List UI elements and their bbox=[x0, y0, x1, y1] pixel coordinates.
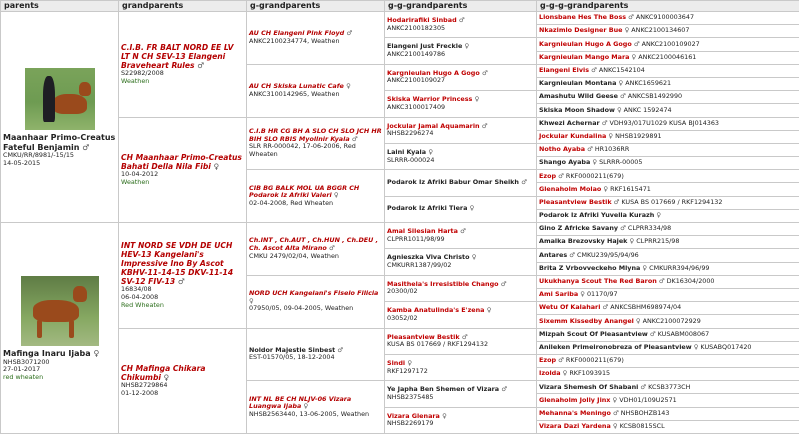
sex-symbol: ♀ bbox=[612, 395, 618, 404]
g-g-g-grandparent-reg: RKF1615471 bbox=[610, 184, 651, 193]
g-g-g-grandparent-name: Antares bbox=[539, 250, 568, 259]
g-grandparent-cell[interactable] bbox=[247, 381, 385, 434]
g-g-g-grandparent-cell[interactable] bbox=[537, 288, 799, 301]
g-g-g-grandparent-cell[interactable] bbox=[537, 275, 799, 288]
g-g-g-grandparent-name: Sixemm Kissedby Anangel bbox=[539, 316, 634, 325]
sex-symbol: ♂ bbox=[458, 16, 465, 24]
g-g-g-grandparent-cell[interactable] bbox=[537, 223, 799, 236]
sex-symbol: ♂ bbox=[460, 227, 466, 235]
grandparent-reg: NHSB2729864 bbox=[121, 381, 168, 390]
g-g-g-grandparent-name: Kargnieulan Montana bbox=[539, 79, 617, 88]
g-g-g-grandparent-reg: CMKU239/95/94/96 bbox=[576, 250, 639, 259]
sex-symbol: ♀ bbox=[249, 296, 254, 305]
g-grandparent-reg: 07950/05, 09-04-2005, Weathen bbox=[249, 304, 354, 313]
g-g-g-grandparent-cell[interactable] bbox=[537, 236, 799, 249]
sex-symbol: ♀ bbox=[608, 131, 614, 140]
sex-symbol: ♂ bbox=[649, 329, 656, 338]
g-grandparent-reg: 02-04-2008, Red Wheaten bbox=[249, 198, 334, 207]
g-g-g-grandparent-name: Jockular Kundalina bbox=[539, 131, 607, 140]
g-g-grandparent-name: Podarok Iz Afriki Babur Omar Sheikh bbox=[387, 178, 519, 187]
g-g-grandparent-cell[interactable] bbox=[385, 328, 537, 354]
grandparent-name: INT NORD SE VDH DE UCH HEV-13 Kangelani's Impressive Ino By Ascot KBHV-11-14-15 DKV-11-14 SV-12 FIV-13 bbox=[121, 240, 234, 287]
g-g-g-grandparent-reg: ANKC2100046161 bbox=[638, 52, 697, 61]
header-parents: parents bbox=[1, 1, 119, 12]
g-g-grandparent-reg: RKF1297172 bbox=[387, 366, 428, 375]
g-g-g-grandparent-cell[interactable] bbox=[537, 209, 799, 222]
g-g-grandparent-cell[interactable] bbox=[385, 38, 537, 64]
g-g-g-grandparent-cell[interactable] bbox=[537, 130, 799, 143]
g-g-grandparent-reg: KUSA BS 017669 / RKF1294132 bbox=[387, 340, 489, 349]
g-g-grandparent-reg: NHSB2375485 bbox=[387, 392, 434, 401]
parent-reg: NHSB3071200 bbox=[3, 357, 50, 366]
sex-symbol: ♀ bbox=[629, 237, 635, 246]
sex-symbol: ♂ bbox=[177, 277, 185, 287]
sex-symbol: ♀ bbox=[656, 211, 662, 220]
sex-symbol: ♀ bbox=[635, 316, 641, 325]
sex-symbol: ♂ bbox=[613, 197, 620, 206]
g-g-grandparent-name: Elangeni Just Freckle bbox=[387, 42, 463, 51]
dog-photo[interactable] bbox=[21, 276, 99, 346]
g-g-g-grandparent-name: Gino Z Africke Savany bbox=[539, 224, 619, 233]
g-g-grandparent-cell[interactable] bbox=[385, 12, 537, 38]
g-g-grandparent-cell[interactable] bbox=[385, 249, 537, 275]
g-g-grandparent-reg: ANKC2100109027 bbox=[387, 76, 446, 85]
g-g-g-grandparent-reg: CLPRR215/98 bbox=[636, 237, 680, 246]
table-row bbox=[1, 12, 799, 25]
g-grandparent-reg: NHSB2563440, 13-06-2005, Weathen bbox=[249, 409, 370, 418]
g-g-g-grandparent-cell[interactable] bbox=[537, 262, 799, 275]
table-row bbox=[1, 117, 799, 130]
g-g-grandparent-name: Masithela's Irresistible Chango bbox=[387, 279, 499, 288]
g-g-g-grandparent-name: Pleasantview Bestik bbox=[539, 197, 612, 206]
parent-dob: 14-05-2015 bbox=[3, 159, 41, 168]
g-g-grandparent-reg: 03052/02 bbox=[387, 313, 418, 322]
grandparent-name: CH Maanhaar Primo-Creatus Bahati Della Nila Fibi bbox=[121, 152, 242, 172]
g-g-g-grandparent-reg: ANKC 1592474 bbox=[623, 105, 672, 114]
sex-symbol: ♂ bbox=[82, 142, 90, 152]
sex-symbol: ♂ bbox=[346, 29, 353, 38]
g-g-g-grandparent-reg: 01170/97 bbox=[586, 290, 618, 299]
sex-symbol: ♂ bbox=[640, 382, 647, 391]
table-row bbox=[1, 223, 799, 236]
g-g-grandparent-cell[interactable] bbox=[385, 381, 537, 407]
g-g-grandparent-cell[interactable] bbox=[385, 196, 537, 222]
header-g-grandparents: g-grandparents bbox=[247, 1, 385, 12]
grandparent-cell[interactable] bbox=[119, 328, 247, 434]
g-g-g-grandparent-reg: RKF1093915 bbox=[569, 369, 611, 378]
g-g-grandparent-reg: CMKURR1387/99/02 bbox=[387, 261, 452, 270]
g-g-grandparent-reg: SLRRR-000024 bbox=[387, 155, 435, 164]
g-g-grandparent-cell[interactable] bbox=[385, 64, 537, 90]
g-g-g-grandparent-cell[interactable] bbox=[537, 420, 799, 433]
g-g-g-grandparent-cell[interactable] bbox=[537, 354, 799, 367]
g-g-grandparent-name: Podarok Iz Afriki Tiera bbox=[387, 204, 468, 213]
sex-symbol: ♂ bbox=[569, 250, 575, 259]
g-g-g-grandparent-reg: CLPRR334/98 bbox=[627, 224, 672, 233]
grandparent-name: CH Mafinga Chikara Chikumbi bbox=[121, 363, 206, 383]
g-g-g-grandparent-reg: ANKCSBHM698974/04 bbox=[610, 303, 682, 312]
g-g-g-grandparent-name: Vizara Shemesh Of Shabani bbox=[539, 382, 639, 391]
g-g-g-grandparent-cell[interactable] bbox=[537, 407, 799, 420]
g-grandparent-reg: ANKC3100142965, Weathen bbox=[249, 89, 340, 98]
sex-symbol: ♂ bbox=[633, 39, 640, 48]
g-g-g-grandparent-name: Nkazimlo Designer Bue bbox=[539, 26, 623, 35]
g-g-g-grandparent-name: Podarok Iz Afriki Yuvella Kurazh bbox=[539, 211, 655, 220]
g-g-grandparent-cell[interactable] bbox=[385, 170, 537, 196]
parent-cell[interactable] bbox=[1, 12, 119, 223]
g-g-grandparent-name: Skiska Warrior Princess bbox=[387, 95, 473, 104]
g-g-g-grandparent-reg: HR1036RR bbox=[594, 145, 630, 154]
g-g-g-grandparent-name: Kargnieulan Hugo A Gogo bbox=[539, 39, 632, 48]
parent-cell[interactable] bbox=[1, 223, 119, 434]
sex-symbol: ♀ bbox=[333, 191, 339, 200]
g-g-g-grandparent-name: Vizara Dazi Yardena bbox=[539, 422, 611, 431]
g-g-grandparent-name: Kargnieulan Hugo A Gogo bbox=[387, 68, 480, 77]
g-g-g-grandparent-cell[interactable] bbox=[537, 25, 799, 38]
g-g-g-grandparent-name: Skiska Moon Shadow bbox=[539, 105, 615, 114]
g-g-g-grandparent-name: Wetu Of Kalahari bbox=[539, 303, 601, 312]
g-g-grandparent-cell[interactable] bbox=[385, 91, 537, 117]
g-g-grandparent-reg: NHSB2296274 bbox=[387, 129, 434, 138]
g-grandparent-reg: EST-01570/05, 18-12-2004 bbox=[249, 353, 335, 362]
g-g-g-grandparent-name: Ami Sariba bbox=[539, 290, 579, 299]
sex-symbol: ♂ bbox=[620, 224, 626, 233]
g-g-g-grandparent-reg: NHSB1929891 bbox=[615, 131, 662, 140]
g-g-g-grandparent-reg: NHSBOHZB143 bbox=[620, 408, 670, 417]
g-g-grandparent-reg: ANKC2100182305 bbox=[387, 23, 446, 32]
g-g-grandparent-name: Jockular Jamal Aquamarin bbox=[387, 121, 480, 130]
g-g-grandparent-name: Kamba Anatulinda's E'zena bbox=[387, 306, 485, 315]
sex-symbol: ♀ bbox=[562, 369, 568, 378]
sex-symbol: ♀ bbox=[428, 147, 433, 156]
g-g-g-grandparent-name: Glenaholm Molao bbox=[539, 184, 602, 193]
g-g-g-grandparent-name: Mizpah Scout Of Pleasantview bbox=[539, 329, 648, 338]
sex-symbol: ♀ bbox=[642, 263, 648, 272]
g-grandparent-cell[interactable] bbox=[247, 117, 385, 170]
g-g-g-grandparent-cell[interactable] bbox=[537, 302, 799, 315]
dog-photo[interactable] bbox=[25, 68, 95, 130]
grandparent-reg: 16834/08 bbox=[121, 285, 152, 294]
g-g-grandparent-name: Ye Japha Ben Shemen of Vizara bbox=[387, 385, 500, 394]
g-g-g-grandparent-reg: ANKCSB1492990 bbox=[627, 92, 683, 101]
g-grandparent-cell[interactable] bbox=[247, 170, 385, 223]
g-grandparent-reg: CMKU 2479/02/04, Weathen bbox=[249, 251, 339, 260]
g-g-g-grandparent-reg: ANKC2100109027 bbox=[641, 39, 700, 48]
sex-symbol: ♂ bbox=[351, 134, 358, 143]
sex-symbol: ♀ bbox=[471, 253, 477, 262]
g-g-g-grandparent-reg: ANKC1659621 bbox=[625, 79, 672, 88]
grandparent-dob: 01-12-2008 bbox=[121, 388, 159, 397]
g-g-grandparent-reg: ANKC3100017409 bbox=[387, 102, 446, 111]
g-g-grandparent-name: Sindi bbox=[387, 358, 406, 367]
g-g-g-grandparent-reg: ANKC1542104 bbox=[598, 66, 645, 74]
sex-symbol: ♂ bbox=[619, 92, 626, 101]
sex-symbol: ♂ bbox=[587, 145, 593, 154]
sex-symbol: ♀ bbox=[592, 158, 598, 167]
g-g-grandparent-name: Laini Kyala bbox=[387, 147, 427, 156]
g-grandparent-name: CIB BG BALK MOL UA BGGR CH Podarok Iz Afriki Valeri bbox=[249, 183, 360, 200]
g-g-g-grandparent-cell[interactable] bbox=[537, 315, 799, 328]
g-g-g-grandparent-reg: RKF0000211(679) bbox=[565, 356, 624, 365]
g-g-g-grandparent-name: Anileken Primeironobreza of Pleasantview bbox=[539, 342, 692, 351]
sex-symbol: ♀ bbox=[612, 422, 618, 431]
sex-symbol: ♂ bbox=[482, 68, 488, 77]
grandparent-color: Weathen bbox=[121, 177, 150, 186]
sex-symbol: ♂ bbox=[329, 244, 335, 253]
g-g-g-grandparent-name: Shango Ayaba bbox=[539, 158, 591, 167]
g-g-g-grandparent-reg: KUSABM008067 bbox=[657, 329, 710, 338]
parent-color: red wheaten bbox=[3, 373, 44, 382]
g-g-g-grandparent-reg: KCSB0815SCL bbox=[619, 422, 665, 431]
g-g-g-grandparent-name: Brita Z Vrbovveckeho Mlyna bbox=[539, 263, 641, 272]
sex-symbol: ♂ bbox=[628, 13, 634, 22]
g-g-grandparent-name: Pleasantview Bestik bbox=[387, 332, 460, 341]
g-grandparent-name: Ch.INT , Ch.AUT , Ch.HUN , Ch.DEU , Ch. Ascot Alta Mirano bbox=[249, 236, 378, 253]
g-g-g-grandparent-reg: ANKC2100072929 bbox=[642, 316, 701, 325]
grandparent-reg: S22982/2008 bbox=[121, 69, 164, 78]
sex-symbol: ♀ bbox=[407, 358, 413, 367]
g-g-g-grandparent-cell[interactable] bbox=[537, 38, 799, 51]
g-grandparent-reg: SLR RR-000042, 17-06-2006, Red Wheaten bbox=[249, 142, 356, 159]
sex-symbol: ♂ bbox=[601, 118, 608, 127]
sex-symbol: ♂ bbox=[558, 171, 564, 180]
g-g-grandparent-name: Agnieszka Viva Christo bbox=[387, 253, 470, 262]
g-g-grandparent-reg: 20300/02 bbox=[387, 287, 418, 296]
g-g-g-grandparent-cell[interactable] bbox=[537, 381, 799, 394]
g-g-g-grandparent-cell[interactable] bbox=[537, 341, 799, 354]
sex-symbol: ♀ bbox=[624, 26, 630, 35]
sex-symbol: ♂ bbox=[521, 178, 527, 187]
g-grandparent-name: INT NL BE CH NLJV-06 Vizara Luangwa Ijaba bbox=[249, 394, 352, 411]
sex-symbol: ♀ bbox=[631, 52, 637, 61]
g-g-g-grandparent-name: Kargnieulan Mango Mara bbox=[539, 52, 630, 61]
g-g-grandparent-reg: CLPRR1011/98/99 bbox=[387, 234, 445, 243]
g-g-g-grandparent-cell[interactable] bbox=[537, 196, 799, 209]
sex-symbol: ♂ bbox=[612, 408, 619, 417]
header-g-g-grandparents: g-g-grandparents bbox=[385, 1, 537, 12]
g-g-g-grandparent-cell[interactable] bbox=[537, 104, 799, 117]
sex-symbol: ♂ bbox=[558, 356, 564, 365]
grandparent-cell[interactable] bbox=[119, 12, 247, 118]
sex-symbol: ♀ bbox=[693, 342, 699, 351]
sex-symbol: ♀ bbox=[474, 95, 480, 104]
g-g-g-grandparent-cell[interactable] bbox=[537, 117, 799, 130]
g-g-g-grandparent-cell[interactable] bbox=[537, 394, 799, 407]
g-g-g-grandparent-name: Mehanna's Meningo bbox=[539, 408, 611, 417]
sex-symbol: ♂ bbox=[500, 279, 507, 288]
g-g-g-grandparent-reg: KCSB3773CH bbox=[648, 382, 691, 391]
sex-symbol: ♀ bbox=[442, 411, 447, 420]
sex-symbol: ♀ bbox=[303, 402, 309, 411]
g-g-g-grandparent-reg: CMKURR394/96/99 bbox=[649, 263, 710, 272]
sex-symbol: ♀ bbox=[93, 349, 100, 359]
g-g-g-grandparent-reg: DK16304/2000 bbox=[666, 277, 715, 285]
g-grandparent-cell[interactable] bbox=[247, 275, 385, 328]
header-g-g-g-grandparents: g-g-g-grandparents bbox=[537, 1, 799, 12]
table-row bbox=[1, 328, 799, 341]
g-g-g-grandparent-reg: VDH93/017U1029 KUSA BJ014363 bbox=[609, 118, 719, 127]
g-g-g-grandparent-reg: KUSABQ017420 bbox=[700, 342, 752, 351]
g-g-grandparent-cell[interactable] bbox=[385, 223, 537, 249]
grandparent-cell[interactable] bbox=[119, 117, 247, 223]
g-grandparent-name: AU CH Elangeni Pink Floyd bbox=[249, 29, 345, 38]
g-g-g-grandparent-cell[interactable] bbox=[537, 51, 799, 64]
g-g-grandparent-name: Vizara Glenara bbox=[387, 411, 440, 420]
sex-symbol: ♂ bbox=[481, 121, 488, 130]
sex-symbol: ♂ bbox=[501, 385, 508, 394]
g-grandparent-reg: ANKC2100234774, Weathen bbox=[249, 36, 340, 45]
g-g-g-grandparent-name: Ezop bbox=[539, 171, 557, 180]
header-row bbox=[1, 1, 799, 12]
g-grandparent-name: NORD UCH Kangelani's Fiselo Filicia bbox=[249, 289, 379, 298]
sex-symbol: ♀ bbox=[346, 81, 351, 90]
grandparent-reg: 10-04-2012 bbox=[121, 170, 159, 179]
g-g-g-grandparent-cell[interactable] bbox=[537, 12, 799, 25]
g-g-g-grandparent-reg: RKF0000211(679) bbox=[565, 171, 624, 180]
g-g-g-grandparent-cell[interactable] bbox=[537, 368, 799, 381]
g-grandparent-name: Noldor Majestie Sinbest bbox=[249, 345, 336, 354]
g-grandparent-cell[interactable] bbox=[247, 328, 385, 381]
grandparent-dob: 06-04-2008 bbox=[121, 293, 159, 302]
g-g-g-grandparent-name: Elangeni Elvis bbox=[539, 66, 590, 74]
g-g-g-grandparent-name: Lionsbane Hes The Boss bbox=[539, 13, 627, 22]
g-g-grandparent-cell[interactable] bbox=[385, 275, 537, 301]
sex-symbol: ♂ bbox=[337, 345, 344, 354]
g-g-grandparent-cell[interactable] bbox=[385, 302, 537, 328]
grandparent-name: C.I.B. FR BALT NORD EE LV LT N CH SEV-13 Elangeni Braveheart Rules bbox=[121, 42, 234, 71]
g-g-grandparent-reg: NHSB2269179 bbox=[387, 419, 434, 428]
g-g-g-grandparent-name: Ukukhanya Scout The Red Baron bbox=[539, 277, 657, 285]
g-g-g-grandparent-reg: VDH01/109U2571 bbox=[619, 395, 677, 404]
g-g-grandparent-reg: ANKC2100149786 bbox=[387, 50, 446, 59]
g-g-grandparent-cell[interactable] bbox=[385, 143, 537, 169]
g-grandparent-cell[interactable] bbox=[247, 223, 385, 276]
sex-symbol: ♀ bbox=[469, 204, 475, 213]
g-g-g-grandparent-name: Amalka Brezovsky Hajek bbox=[539, 237, 628, 246]
g-g-g-grandparent-name: Glenaholm Jolly Jinx bbox=[539, 395, 611, 404]
g-g-g-grandparent-cell[interactable] bbox=[537, 77, 799, 90]
g-g-grandparent-name: Amal Silesian Harta bbox=[387, 227, 458, 235]
sex-symbol: ♂ bbox=[197, 61, 205, 71]
sex-symbol: ♂ bbox=[602, 303, 609, 312]
sex-symbol: ♂ bbox=[591, 66, 597, 74]
parent-dob: 27-01-2017 bbox=[3, 365, 41, 374]
sex-symbol: ♀ bbox=[603, 184, 609, 193]
g-g-g-grandparent-cell[interactable] bbox=[537, 143, 799, 156]
g-g-g-grandparent-cell[interactable] bbox=[537, 249, 799, 262]
g-g-grandparent-cell[interactable] bbox=[385, 117, 537, 143]
sex-symbol: ♀ bbox=[486, 306, 492, 315]
header-grandparents: grandparents bbox=[119, 1, 247, 12]
grandparent-color: Weathen bbox=[121, 76, 150, 85]
parent-name: Maanhaar Primo-Creatus Fateful Benjamin bbox=[3, 133, 116, 152]
g-g-g-grandparent-name: Ezop bbox=[539, 356, 557, 365]
g-g-g-grandparent-cell[interactable] bbox=[537, 157, 799, 170]
g-g-g-grandparent-reg: ANKC9100003647 bbox=[635, 13, 695, 22]
grandparent-color: Red Wheaten bbox=[121, 300, 164, 309]
g-grandparent-cell[interactable] bbox=[247, 12, 385, 65]
g-g-grandparent-cell[interactable] bbox=[385, 407, 537, 433]
g-g-g-grandparent-cell[interactable] bbox=[537, 64, 799, 77]
g-g-g-grandparent-reg: ANKC2100134607 bbox=[631, 26, 690, 35]
sex-symbol: ♂ bbox=[461, 332, 468, 341]
g-g-grandparent-name: Hodarirafiki Sinbad bbox=[387, 16, 457, 24]
g-g-g-grandparent-cell[interactable] bbox=[537, 328, 799, 341]
g-grandparent-cell[interactable] bbox=[247, 64, 385, 117]
g-g-g-grandparent-name: Amashutu Wild Geese bbox=[539, 92, 618, 101]
g-grandparent-name: AU CH Skiska Lunatic Cafe bbox=[249, 81, 344, 90]
parent-reg: CMKU/RR/8981/-15/15 bbox=[3, 151, 74, 160]
sex-symbol: ♀ bbox=[163, 373, 170, 383]
g-g-g-grandparent-cell[interactable] bbox=[537, 183, 799, 196]
sex-symbol: ♀ bbox=[618, 79, 624, 88]
g-grandparent-name: C.I.B HR CG BH A SLO CH SLO JCH HR BIH SLO RBIS Myollnir Kyala bbox=[249, 127, 382, 143]
g-g-g-grandparent-reg: KUSA BS 017669 / RKF1294132 bbox=[621, 197, 723, 206]
sex-symbol: ♀ bbox=[213, 162, 220, 172]
g-g-grandparent-cell[interactable] bbox=[385, 354, 537, 380]
g-g-g-grandparent-name: Izolda bbox=[539, 369, 561, 378]
sex-symbol: ♂ bbox=[658, 277, 665, 285]
g-g-g-grandparent-cell[interactable] bbox=[537, 170, 799, 183]
parent-name: Mafinga Inaru Ijaba bbox=[3, 349, 91, 359]
sex-symbol: ♀ bbox=[464, 42, 470, 51]
g-g-g-grandparent-name: Notho Ayaba bbox=[539, 145, 586, 154]
g-g-g-grandparent-reg: SLRRR-00005 bbox=[599, 158, 643, 167]
sex-symbol: ♀ bbox=[616, 105, 622, 114]
g-g-g-grandparent-name: Khwezi Achernar bbox=[539, 118, 600, 127]
g-g-g-grandparent-cell[interactable] bbox=[537, 91, 799, 104]
sex-symbol: ♀ bbox=[580, 290, 585, 299]
grandparent-cell[interactable] bbox=[119, 223, 247, 329]
